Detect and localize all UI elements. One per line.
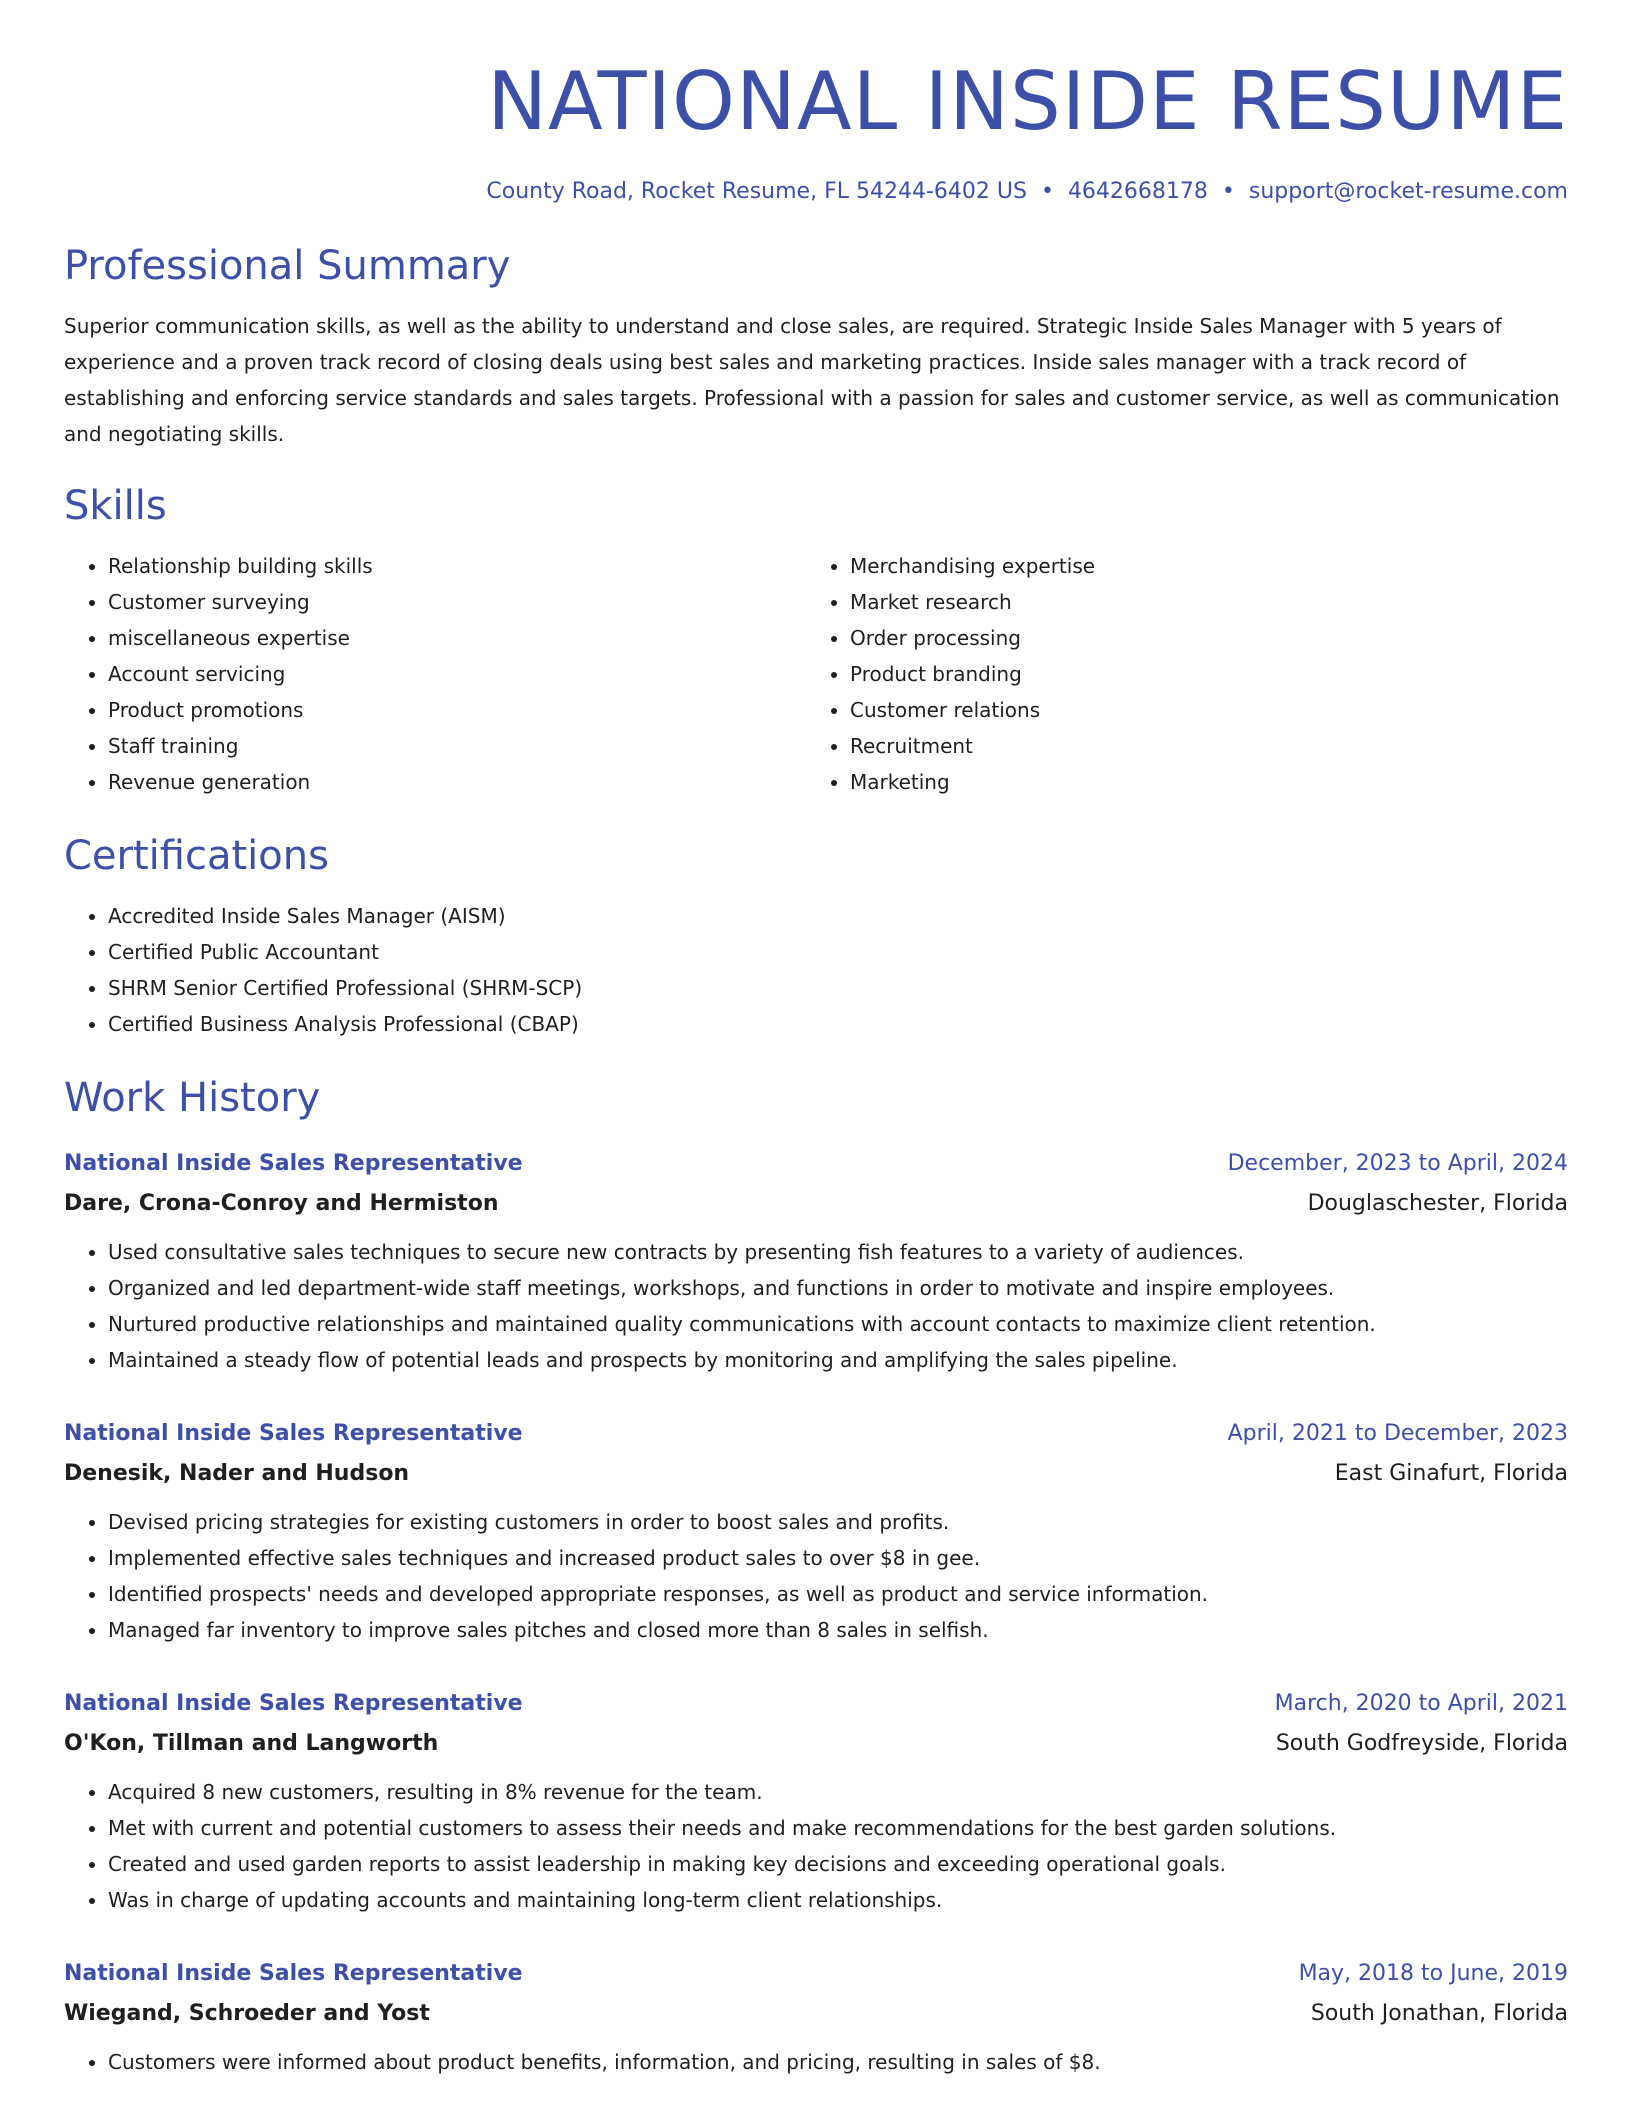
skill-item: • Product branding: [850, 656, 1548, 692]
job-dates: December, 2023 to April, 2024: [1227, 1151, 1568, 1176]
certifications-list: [64, 898, 1568, 1042]
skills-columns: [64, 548, 1568, 800]
job-title-row: [64, 1414, 1568, 1454]
skills-column-right: [806, 548, 1548, 800]
job-bullet: • Managed far inventory to improve sales pitches and closed more than 8 sales in selfish.: [108, 1612, 1568, 1648]
job-location: Douglaschester, Florida: [1307, 1191, 1568, 1216]
job-entry: [64, 1954, 1568, 2080]
contact-separator: •: [1040, 179, 1054, 204]
job-title-row: [64, 1954, 1568, 1994]
job-bullet: • Created and used garden reports to assist leadership in making key decisions and exceeding operational goals.: [108, 1846, 1568, 1882]
skill-item: • Marketing: [850, 764, 1548, 800]
job-bullet: • Customers were informed about product benefits, information, and pricing, resulting in sales of $8.: [108, 2044, 1568, 2080]
job-bullets: [64, 1234, 1568, 1378]
skills-column-left: [64, 548, 806, 800]
contact-line: [64, 176, 1568, 208]
summary-heading: Professional Summary: [64, 243, 511, 289]
job-bullet: • Devised pricing strategies for existing customers in order to boost sales and profits.: [108, 1504, 1568, 1540]
contact-email: support@rocket-resume.com: [1248, 179, 1568, 204]
job-dates: April, 2021 to December, 2023: [1227, 1421, 1568, 1446]
contact-phone: 4642668178: [1067, 179, 1208, 204]
job-company-row: [64, 1724, 1568, 1764]
job-company: Dare, Crona-Conroy and Hermiston: [64, 1191, 499, 1216]
job-title: National Inside Sales Representative: [64, 1691, 523, 1716]
certifications-heading: Certifications: [64, 833, 329, 879]
job-entry: [64, 1414, 1568, 1648]
job-location: South Godfreyside, Florida: [1275, 1731, 1568, 1756]
job-bullet: • Nurtured productive relationships and maintained quality communications with account contacts to maximize client retention.: [108, 1306, 1568, 1342]
skill-item: • Merchandising expertise: [850, 548, 1548, 584]
resume-header: [64, 48, 1568, 208]
job-title: National Inside Sales Representative: [64, 1421, 523, 1446]
job-bullet: • Met with current and potential customers to assess their needs and make recommendations for the best garden solutions.: [108, 1810, 1568, 1846]
contact-address: County Road, Rocket Resume, FL 54244-6402 US: [486, 179, 1027, 204]
job-bullet: • Used consultative sales techniques to secure new contracts by presenting fish features to a variety of audiences.: [108, 1234, 1568, 1270]
job-title-row: [64, 1684, 1568, 1724]
job-bullet: • Was in charge of updating accounts and maintaining long-term client relationships.: [108, 1882, 1568, 1918]
resume-name: NATIONAL INSIDE RESUME: [487, 55, 1568, 148]
job-entry: [64, 1684, 1568, 1918]
job-title: National Inside Sales Representative: [64, 1961, 523, 1986]
job-title-row: [64, 1144, 1568, 1184]
job-company-row: [64, 1184, 1568, 1224]
job-location: South Jonathan, Florida: [1310, 2001, 1568, 2026]
skill-item: • Customer surveying: [108, 584, 806, 620]
job-bullet: • Implemented effective sales techniques and increased product sales to over $8 in gee.: [108, 1540, 1568, 1576]
job-bullet: • Acquired 8 new customers, resulting in 8% revenue for the team.: [108, 1774, 1568, 1810]
skill-item: • Revenue generation: [108, 764, 806, 800]
skills-heading: Skills: [64, 483, 167, 529]
skill-item: • Product promotions: [108, 692, 806, 728]
job-title: National Inside Sales Representative: [64, 1151, 523, 1176]
skill-item: • Staff training: [108, 728, 806, 764]
job-location: East Ginafurt, Florida: [1334, 1461, 1568, 1486]
job-company-row: [64, 1454, 1568, 1494]
summary-text: Superior communication skills, as well as the ability to understand and close sales, are required. Strategic Inside Sales Manager with 5 years of experience and a proven track record of closing deals using best sales and marketing practices. Inside sales manager with a track record of establishing and enforcing service standards and sales targets. Professional with a passion for sales and customer service, as well as communication and negotiating skills.: [64, 314, 1560, 446]
job-company-row: [64, 1994, 1568, 2034]
skills-list-left: [64, 548, 806, 800]
skill-item: • Recruitment: [850, 728, 1548, 764]
skill-item: • Account servicing: [108, 656, 806, 692]
certification-item: • Certified Public Accountant: [108, 934, 1568, 970]
job-bullets: [64, 2044, 1568, 2080]
skill-item: • miscellaneous expertise: [108, 620, 806, 656]
contact-separator: •: [1221, 179, 1235, 204]
job-company: Wiegand, Schroeder and Yost: [64, 2001, 430, 2026]
skill-item: • Market research: [850, 584, 1548, 620]
certification-item: • Accredited Inside Sales Manager (AISM): [108, 898, 1568, 934]
certification-item: • Certified Business Analysis Professional (CBAP): [108, 1006, 1568, 1042]
job-bullets: [64, 1504, 1568, 1648]
job-dates: March, 2020 to April, 2021: [1274, 1691, 1568, 1716]
certification-item: • SHRM Senior Certified Professional (SHRM-SCP): [108, 970, 1568, 1006]
job-bullets: [64, 1774, 1568, 1918]
skill-item: • Customer relations: [850, 692, 1548, 728]
skill-item: • Order processing: [850, 620, 1548, 656]
job-dates: May, 2018 to June, 2019: [1298, 1961, 1568, 1986]
job-entry: [64, 1144, 1568, 1378]
job-bullet: • Organized and led department-wide staff meetings, workshops, and functions in order to motivate and inspire employees.: [108, 1270, 1568, 1306]
skills-list-right: [806, 548, 1548, 800]
work-history-heading: Work History: [64, 1075, 321, 1121]
job-company: O'Kon, Tillman and Langworth: [64, 1731, 439, 1756]
job-bullet: • Maintained a steady flow of potential leads and prospects by monitoring and amplifying the sales pipeline.: [108, 1342, 1568, 1378]
job-company: Denesik, Nader and Hudson: [64, 1461, 410, 1486]
job-bullet: • Identified prospects' needs and developed appropriate responses, as well as product and service information.: [108, 1576, 1568, 1612]
skill-item: • Relationship building skills: [108, 548, 806, 584]
